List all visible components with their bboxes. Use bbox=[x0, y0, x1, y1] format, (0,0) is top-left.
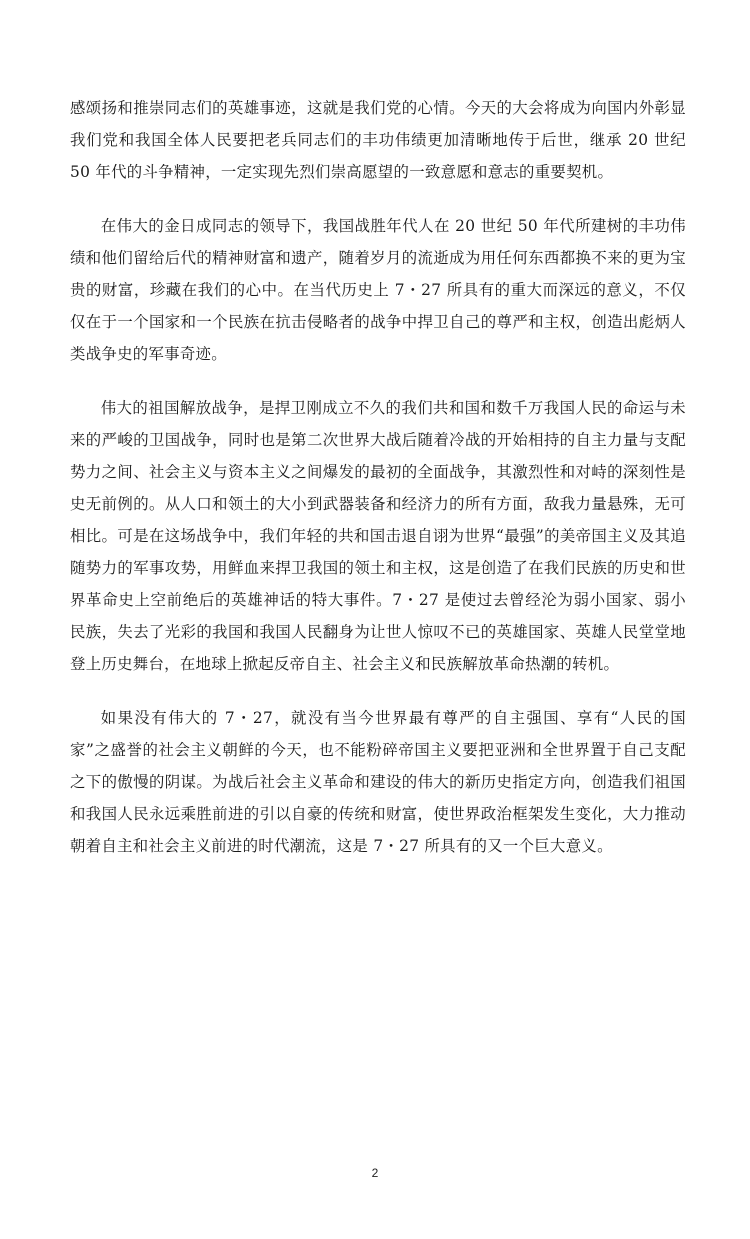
document-body bbox=[70, 92, 686, 884]
paragraph-continuation: 感颂扬和推崇同志们的英雄事迹，这就是我们党的心情。今天的大会将成为向国内外彰显我们党和我国全体人民要把老兵同志们的丰功伟绩更加清晰地传于后世，继承 20 世纪 50 年代的斗争精神，一定实现先烈们崇高愿望的一致意愿和意志的重要契机。 bbox=[70, 99, 686, 181]
page-number: 2 bbox=[371, 1166, 379, 1180]
paragraph: 如果没有伟大的 7・27，就没有当今世界最有尊严的自主强国、享有“人民的国家”之盛誉的社会主义朝鲜的今天，也不能粉碎帝国主义要把亚洲和全世界置于自己支配之下的傲慢的阴谋。为战后社会主义革命和建设的伟大的新历史指定方向，创造我们祖国和我国人民永远乘胜前进的引以自豪的传统和财富，使世界政治框架发生变化，大力推动朝着自主和社会主义前进的时代潮流，这是 7・27 所具有的又一个巨大意义。 bbox=[70, 709, 686, 855]
paragraph: 伟大的祖国解放战争，是捍卫刚成立不久的我们共和国和数千万我国人民的命运与未来的严峻的卫国战争，同时也是第二次世界大战后随着冷战的开始相持的自主力量与支配势力之间、社会主义与资本主义之间爆发的最初的全面战争，其激烈性和对峙的深刻性是史无前例的。从人口和领土的大小到武器装备和经济力的所有方面，敌我力量悬殊，无可相比。可是在这场战争中，我们年轻的共和国击退自诩为世界“最强”的美帝国主义及其追随势力的军事攻势，用鲜血来捍卫我国的领土和主权，这是创造了在我们民族的历史和世界革命史上空前绝后的英雄神话的特大事件。7・27 是使过去曾经沦为弱小国家、弱小民族，失去了光彩的我国和我国人民翻身为让世人惊叹不已的英雄国家、英雄人民堂堂地登上历史舞台，在地球上掀起反帝自主、社会主义和民族解放革命热潮的转机。 bbox=[70, 399, 686, 673]
paragraph: 在伟大的金日成同志的领导下，我国战胜年代人在 20 世纪 50 年代所建树的丰功伟绩和他们留给后代的精神财富和遗产，随着岁月的流逝成为用任何东西都换不来的更为宝贵的财富，珍藏在我们的心中。在当代历史上 7・27 所具有的重大而深远的意义，不仅仅在于一个国家和一个民族在抗击侵略者的战争中捍卫自己的尊严和主权，创造出彪炳人类战争史的军事奇迹。 bbox=[70, 217, 686, 363]
